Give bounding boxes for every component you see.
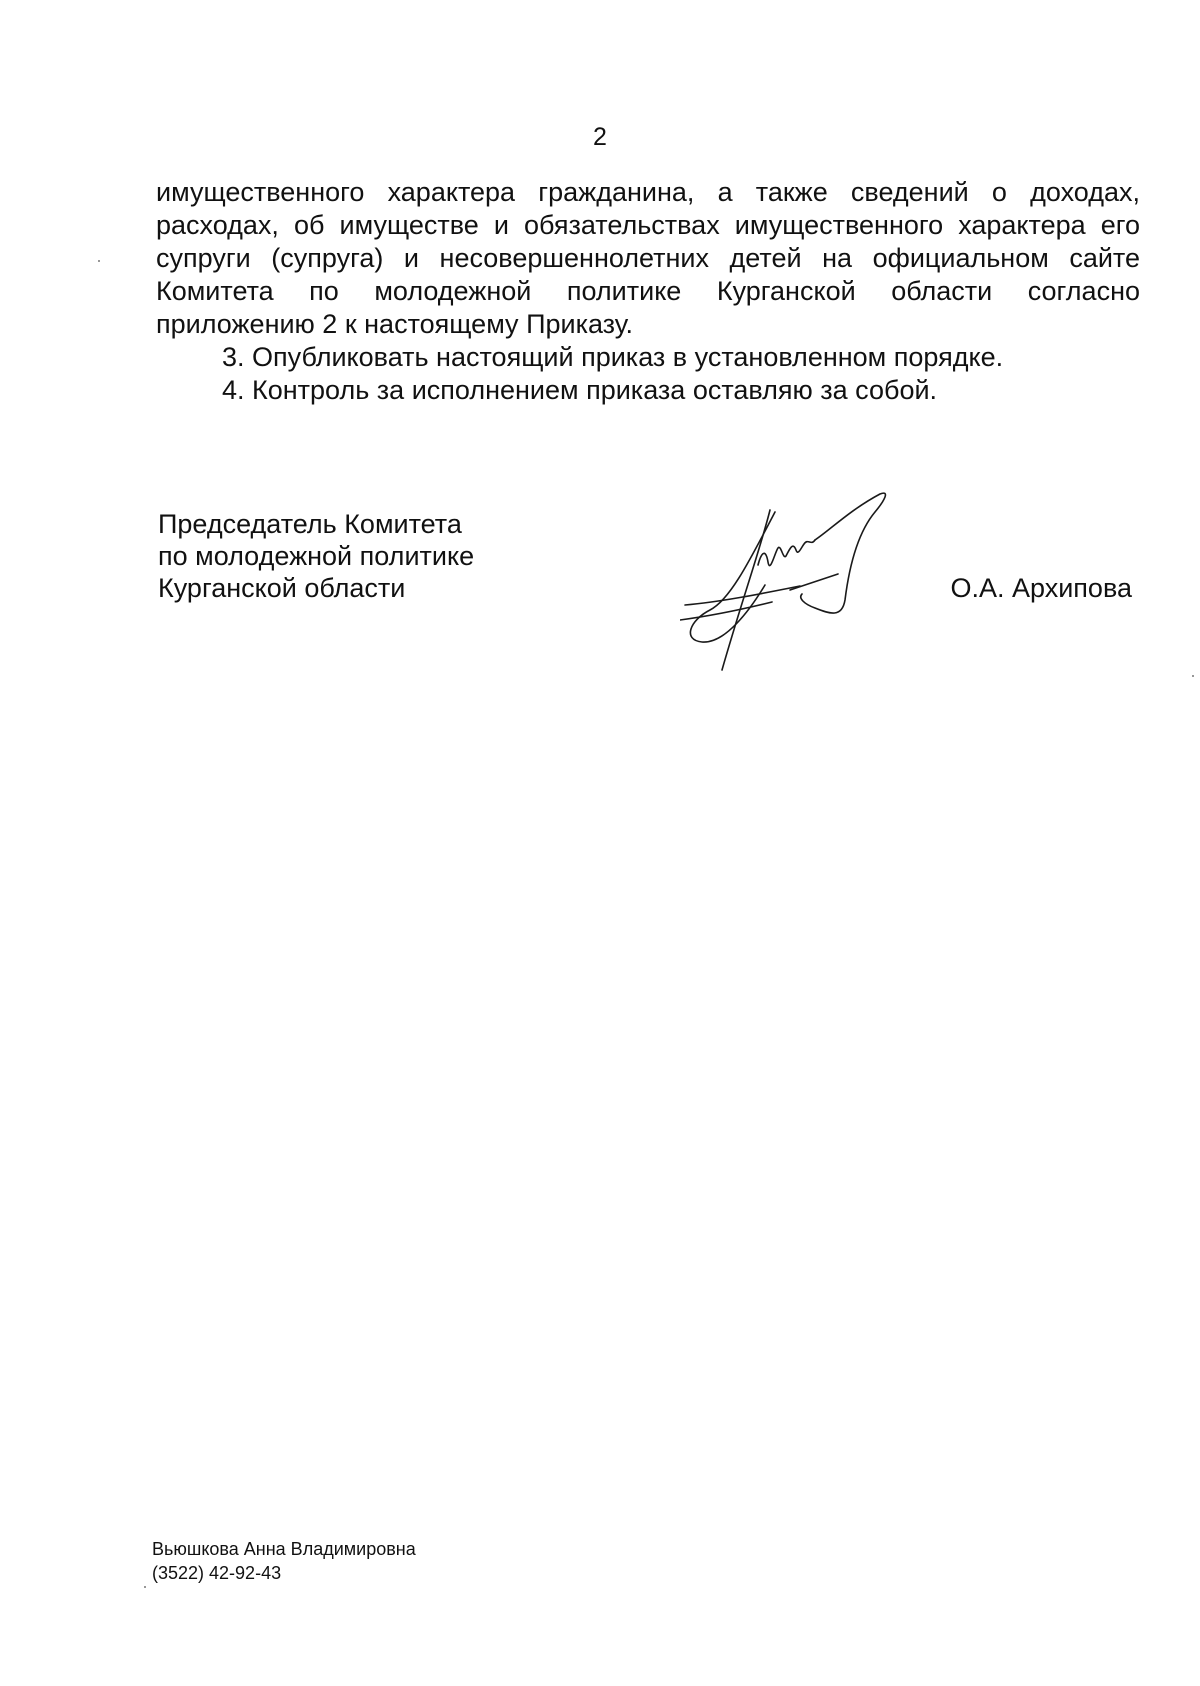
order-item-4: 4. Контроль за исполнением приказа оставляю за собой. [222,375,938,405]
signatory-position [158,508,474,604]
signatory-position-line: по молодежной политике [158,541,475,571]
executor-name: Вьюшкова Анна Владимировна [152,1539,416,1559]
executor-phone: (3522) 42-92-43 [152,1563,282,1583]
executor-info [152,1537,416,1585]
signatory-name: О.А. Архипова [950,573,1132,603]
handwritten-signature-icon [680,490,940,680]
paragraph-line: Комитета по молодежной политике Курганской области согласно [156,276,1140,306]
paragraph-line: имущественного характера гражданина, а также сведений о доходах, [156,177,1140,207]
page-number: 2 [593,123,607,151]
signatory-position-line: Курганской области [158,573,406,603]
scan-speck [1192,675,1194,677]
scan-speck [144,1586,146,1588]
paragraph-line: приложению 2 к настоящему Приказу. [156,309,634,339]
paragraph-line: супруги (супруга) и несовершеннолетних детей на официальном сайте [156,243,1140,273]
paragraph-line: расходах, об имуществе и обязательствах имущественного характера его [156,210,1140,240]
signatory-position-line: Председатель Комитета [158,509,462,539]
order-item-3: 3. Опубликовать настоящий приказ в установленном порядке. [222,342,1004,372]
scan-speck [98,260,100,262]
order-body-text [156,176,1140,407]
